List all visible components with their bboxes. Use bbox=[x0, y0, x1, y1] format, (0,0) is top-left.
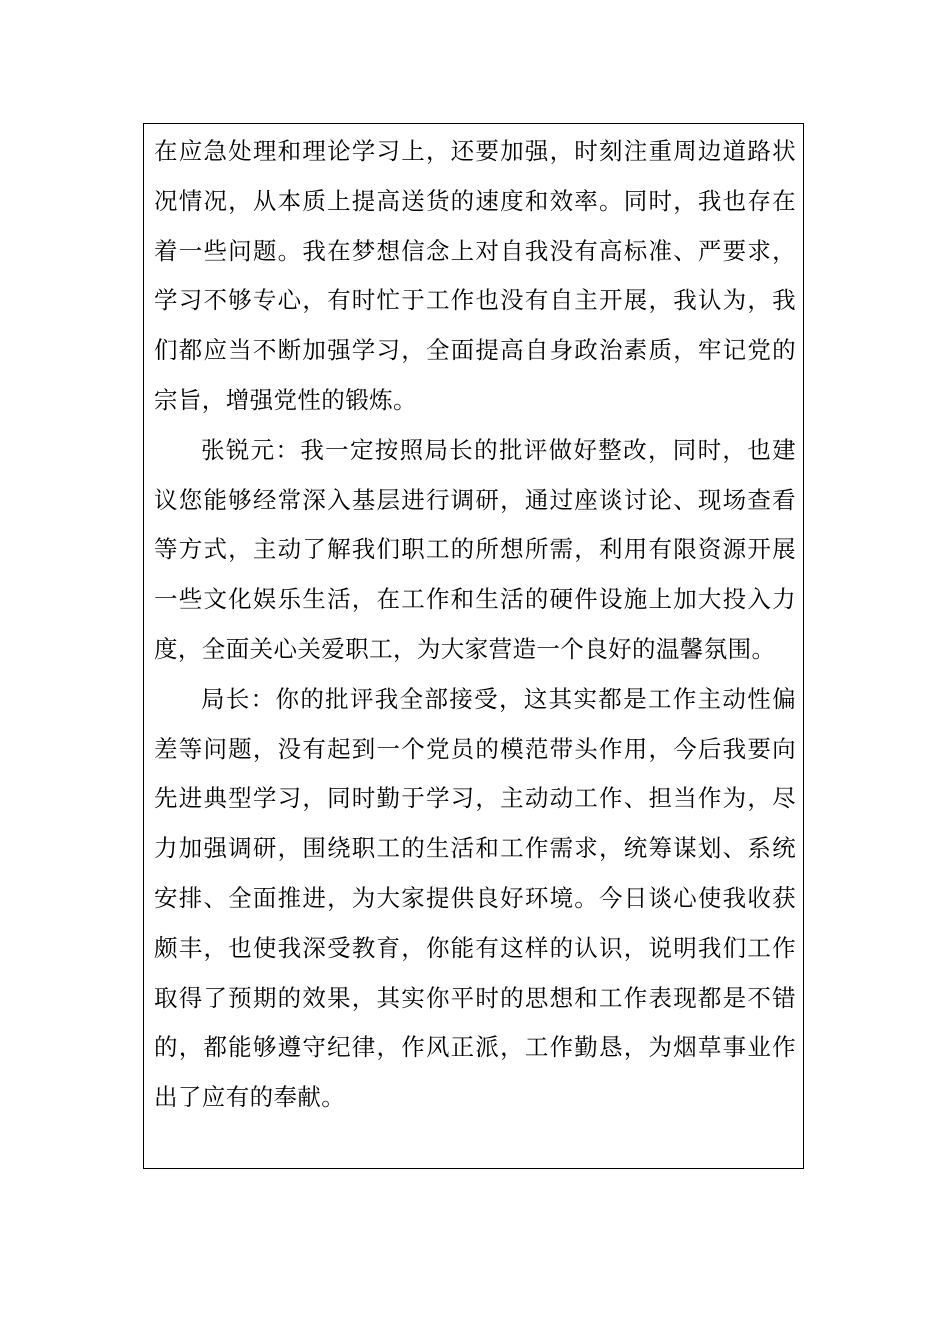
document-body bbox=[154, 127, 796, 1123]
paragraph-zhang-ruiyuan: 张锐元：我一定按照局长的批评做好整改，同时，也建议您能够经常深入基层进行调研，通过座谈讨论、现场查看等方式，主动了解我们职工的所想所需，利用有限资源开展一些文化娱乐生活，在工作和生活的硬件设施上加大投入力度，全面关心关爱职工，为大家营造一个良好的温馨氛围。 bbox=[154, 435, 796, 663]
paragraph-director: 局长：你的批评我全部接受，这其实都是工作主动性偏差等问题，没有起到一个党员的模范带头作用，今后我要向先进典型学习，同时勤于学习，主动动工作、担当作为，尽力加强调研，围绕职工的生活和工作需求，统筹谋划、系统安排、全面推进，为大家提供良好环境。今日谈心使我收获颇丰，也使我深受教育，你能有这样的认识，说明我们工作取得了预期的效果，其实你平时的思想和工作表现都是不错的，都能够遵守纪律，作风正派，工作勤恳，为烟草事业作出了应有的奉献。 bbox=[154, 684, 796, 1112]
paragraph-continuation: 在应急处理和理论学习上，还要加强，时刻注重周边道路状况情况，从本质上提高送货的速度和效率。同时，我也存在着一些问题。我在梦想信念上对自我没有高标准、严要求，学习不够专心，有时忙于工作也没有自主开展，我认为，我们都应当不断加强学习，全面提高自身政治素质，牢记党的宗旨，增强党性的锻炼。 bbox=[154, 137, 796, 414]
